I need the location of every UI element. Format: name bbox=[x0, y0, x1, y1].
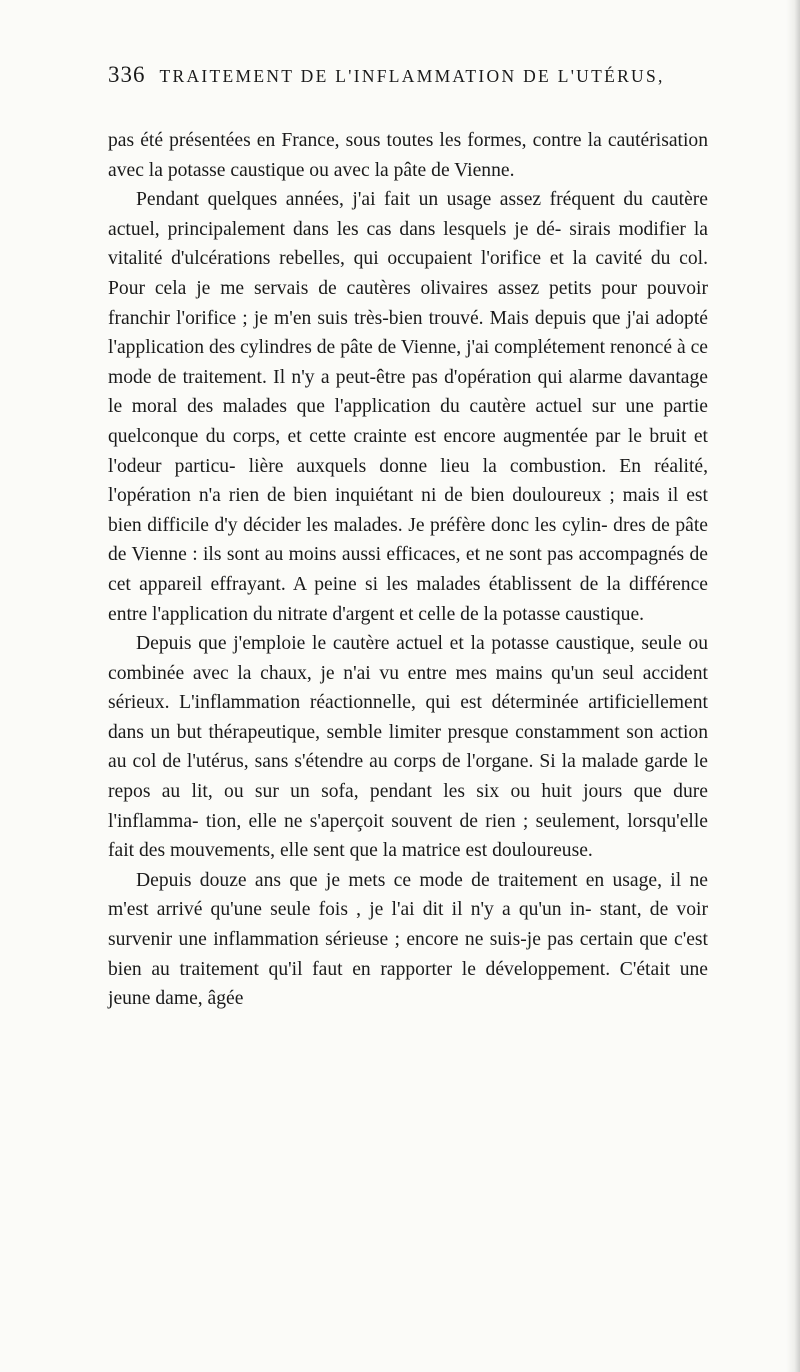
paragraph: Depuis que j'emploie le cautère actuel et la potasse caustique, seule ou combinée avec la chaux, je n'ai vu entre mes mains qu'un seul accident sérieux. L'inflammation réactionnelle, qui est déterminée artificiellement dans un but thérapeutique, semble limiter presque constamment son action au col de l'utérus, sans s'étendre au corps de l'organe. Si la malade garde le repos au lit, ou sur un sofa, pendant les six ou huit jours que dure l'inflamma- tion, elle ne s'aperçoit souvent de rien ; seulement, lorsqu'elle fait des mouvements, elle sent que la matrice est douloureuse. bbox=[108, 633, 708, 862]
body-text bbox=[108, 126, 708, 1014]
running-title: TRAITEMENT DE L'INFLAMMATION DE L'UTÉRUS, bbox=[159, 66, 665, 86]
paragraph: Pendant quelques années, j'ai fait un usage assez fréquent du cautère actuel, principalement dans les cas dans lesquels je dé- sirais modifier la vitalité d'ulcérations rebelles, qui occupaient l'orifice et la cavité du col. Pour cela je me servais de cautères olivaires assez petits pour pouvoir franchir l'orifice ; je m'en suis très-bien trouvé. Mais depuis que j'ai adopté l'application des cylindres de pâte de Vienne, j'ai complétement renoncé à ce mode de traitement. Il n'y a peut-être pas d'opération qui alarme davantage le moral des malades que l'application du cautère actuel sur une partie quelconque du corps, et cette crainte est encore augmentée par le bruit et l'odeur particu- lière auxquels donne lieu la combustion. En réalité, l'opération n'a rien de bien inquiétant ni de bien douloureux ; mais il est bien difficile d'y décider les malades. Je préfère donc les cylin- dres de pâte de Vienne : ils sont au moins aussi efficaces, et ne sont pas accompagnés de cet appareil effrayant. A peine si les malades établissent de la différence entre l'application du nitrate d'argent et celle de la potasse caustique. bbox=[108, 189, 708, 625]
page-number: 336 bbox=[108, 62, 146, 87]
paragraph: Depuis douze ans que je mets ce mode de traitement en usage, il ne m'est arrivé qu'une seule fois , je l'ai dit il n'y a qu'un in- stant, de voir survenir une inflammation sérieuse ; encore ne suis-je pas certain que c'est bien au traitement qu'il faut en rapporter le développement. C'était une jeune dame, âgée bbox=[108, 869, 708, 1010]
page-edge-shadow bbox=[786, 0, 800, 1372]
book-page bbox=[108, 62, 708, 1014]
paragraph-continuation: pas été présentées en France, sous toutes les formes, contre la cautérisation avec la potasse caustique ou avec la pâte de Vienne. bbox=[108, 130, 708, 181]
running-head bbox=[108, 62, 708, 102]
